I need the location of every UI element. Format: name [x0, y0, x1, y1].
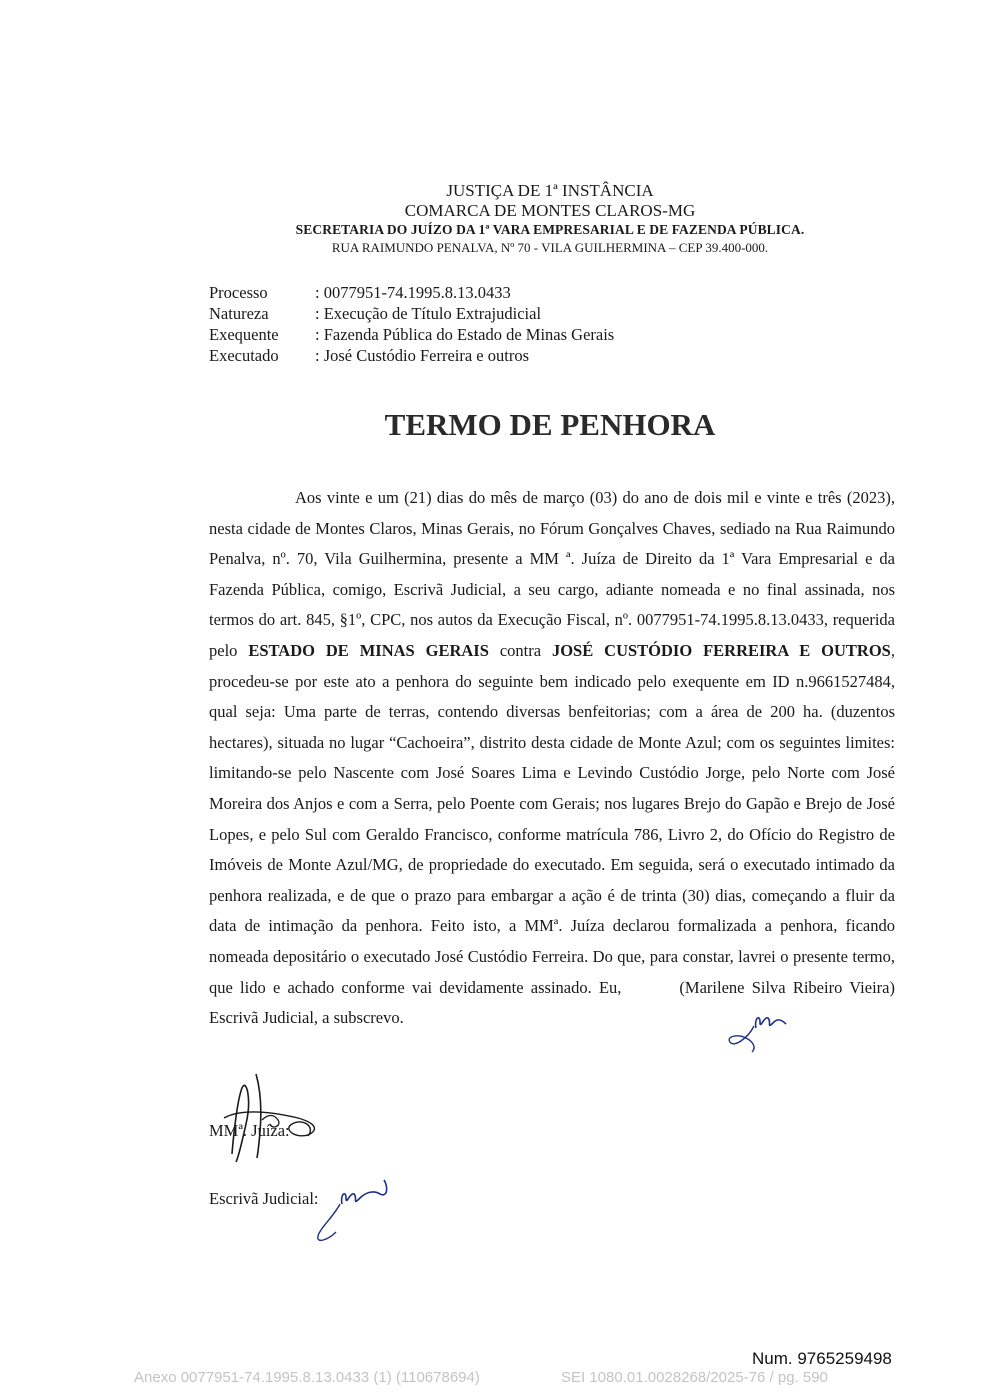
sei-reference: SEI 1080.01.0028268/2025-76 / pg. 590 [561, 1369, 828, 1386]
body-text-part4: (Marilene Silva Ribeiro Vieira) Escrivã Judicial, a subscrevo. [209, 977, 895, 1028]
district-name: COMARCA DE MONTES CLAROS-MG [404, 201, 696, 220]
secretariat-name: SECRETARIA DO JUÍZO DA 1ª VARA EMPRESARIAL E DE FAZENDA PÚBLICA. [295, 222, 805, 237]
body-text-part1: Aos vinte e um (21) dias do mês de março (03) do ano de dois mil e vinte e três (2023), nesta cidade de Montes Claros, Minas Gerais, no Fórum Gonçalves Chaves, sediado na Rua Raimundo Penalva, nº. 70, Vila Guilhermina, presente a MM ª. Juíza de Direito da 1ª Vara Empresarial e da Fazenda Pública, comigo, Escrivã Judicial, a seu cargo, adiante nomeada e no final assinada, nos termos do art. 845, §1º, CPC, nos autos da Execução Fiscal, nº. 0077951-74.1995.8.13.0433, requerida pelo [209, 488, 895, 660]
body-text-part2: contra [488, 640, 552, 660]
case-row-executado [209, 345, 614, 366]
annex-reference: Anexo 0077951-74.1995.8.13.0433 (1) (110678694) [134, 1369, 480, 1386]
document-number: Num. 9765259498 [752, 1349, 892, 1368]
case-value: : Execução de Título Extrajudicial [315, 304, 542, 323]
document-header [0, 181, 990, 256]
case-value: : José Custódio Ferreira e outros [315, 346, 530, 365]
court-address: RUA RAIMUNDO PENALVA, Nº 70 - VILA GUILHERMINA – CEP 39.400-000. [331, 240, 769, 255]
juiza-signature-label: MMª. Juíza: [209, 1121, 290, 1140]
juiza-signature [212, 1068, 332, 1164]
escriva-signature-label: Escrivã Judicial: [209, 1189, 319, 1208]
body-bold-defendant: JOSÉ CUSTÓDIO FERREIRA E OUTROS [551, 640, 891, 660]
case-label: Processo [209, 283, 268, 302]
case-row-natureza [209, 303, 614, 324]
escriva-signature [308, 1176, 398, 1246]
document-title: TERMO DE PENHORA [384, 407, 716, 442]
case-row-processo [209, 282, 614, 303]
case-label: Executado [209, 346, 279, 365]
case-label: Exequente [209, 325, 279, 344]
body-bold-state: ESTADO DE MINAS GERAIS [248, 640, 489, 660]
case-row-exequente [209, 324, 614, 345]
case-value: : 0077951-74.1995.8.13.0433 [315, 283, 511, 302]
body-text-part3: , procedeu-se por este ato a penhora do seguinte bem indicado pelo exequente em ID n.9661527484, qual seja: Uma parte de terras, contendo diversas benfeitorias; com a área de 200 ha. (duzentos hectares), situada no lugar “Cachoeira”, distrito desta cidade de Monte Azul; com os seguintes limites: limitando-se pelo Nascente com José Soares Lima e Levindo Custódio Jorge, pelo Norte com José Moreira dos Anjos e com a Serra, pelo Poente com Gerais; nos lugares Brejo do Gapão e Brejo de José Lopes, e pelo Sul com Geraldo Francisco, conforme matrícula 786, Livro 2, do Ofício do Registro de Imóveis de Monte Azul/MG, de propriedade do executado. Em seguida, será o executado intimado da penhora realizada, e de que o prazo para embargar a ação é de trinta (30) dias, começando a fluir da data de intimação da penhora. Feito isto, a MMª. Juíza declarou formalizada a penhora, ficando nomeada depositário o executado José Custódio Ferreira. Do que, para constar, lavrei o presente termo, que lido e achado conforme vai devidamente assinado. Eu, [209, 640, 895, 997]
case-details [209, 282, 614, 366]
body-paragraph [209, 483, 895, 1034]
escriva-initials-inline-signature [724, 1008, 794, 1054]
case-label: Natureza [209, 304, 269, 323]
case-value: : Fazenda Pública do Estado de Minas Gerais [315, 325, 615, 344]
document-body [209, 483, 895, 1034]
court-name: JUSTIÇA DE 1ª INSTÂNCIA [446, 181, 654, 200]
